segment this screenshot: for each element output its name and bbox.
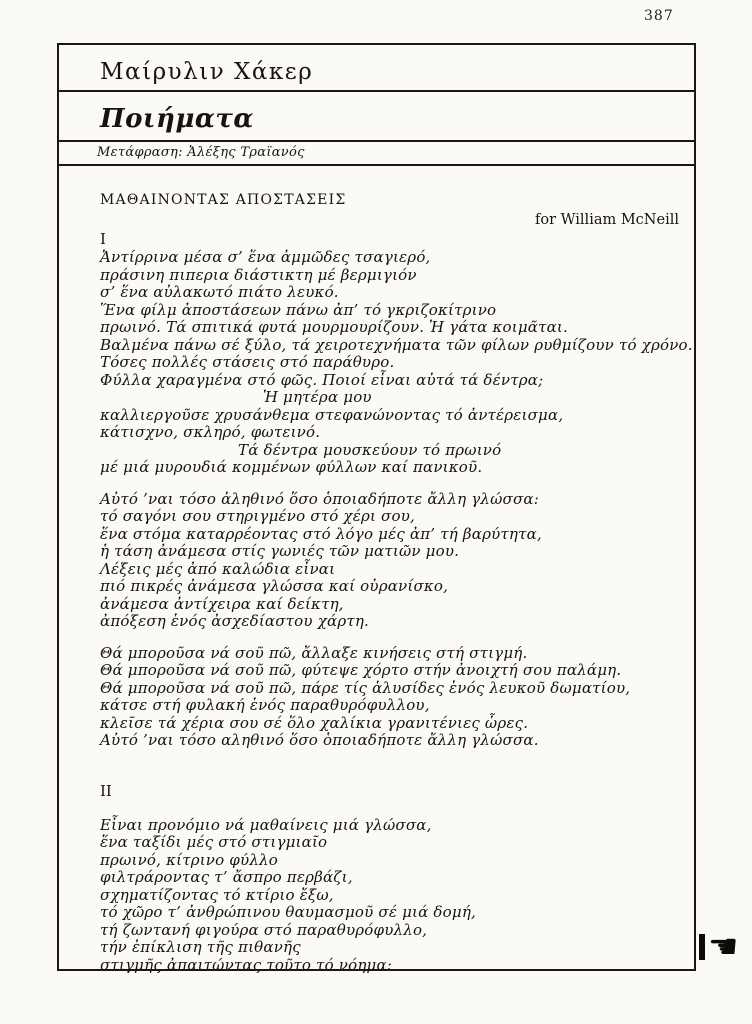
poem-line: φιλτράροντας τ’ ἄσπρο περβάζι, <box>100 868 353 886</box>
poem-line: Φύλλα χαραγμένα στό φῶς. Ποιοί εἶναι αὐτά τά δέντρα; <box>100 370 544 389</box>
poem-line: στιγμῆς ἀπαιτώντας τοῦτο τό νόημα: <box>100 955 393 974</box>
poem-line: κάτσε στή φυλακή ἑνός παραθυρόφυλλου, <box>100 696 430 714</box>
content-frame <box>57 43 696 974</box>
pointing-hand-icon <box>699 928 738 966</box>
author-header-row <box>59 45 694 92</box>
poem-line: πιό πικρές ἀνάμεσα γλώσσα καί οὐρανίσκο, <box>100 577 449 595</box>
poem-line: Ἡ μητέρα μου <box>263 388 372 406</box>
stanza-4 <box>100 817 679 975</box>
poem-line: Θά μποροῦσα νά σοῦ πῶ, ἄλλαξε κινήσεις στή στιγμή. <box>100 643 528 662</box>
section-numeral-2: II <box>100 781 112 800</box>
translator-credit: Μετάφραση: Ἀλέξης Τραϊανός <box>97 145 305 160</box>
poem-line: τό σαγόνι σου στηριγμένο στό χέρι σου, <box>100 507 415 525</box>
poem-line: Εἶναι προνόμιο νά μαθαίνεις μιά γλώσσα, <box>100 815 432 834</box>
work-title-row <box>59 92 694 142</box>
poem-line: σ’ ἕνα αὐλακωτό πιάτο λευκό. <box>100 283 339 301</box>
poem-dedication: for William McNeill <box>535 212 679 228</box>
poem-line: πράσινη πιπερια διάστικτη μέ βερμιγιόν <box>100 265 417 284</box>
poem-line: κάτισχνο, σκληρό, φωτεινό. <box>100 423 321 441</box>
poem-line: ἡ τάση ἀνάμεσα στίς γωνιές τῶν ματιῶν μου. <box>100 542 460 560</box>
poem-line: Θά μποροῦσα νά σοῦ πῶ, φύτεψε χόρτο στήν ἀνοιχτή σου παλάμη. <box>100 661 622 679</box>
poem-line: ἕνα στόμα καταρρέοντας στό λόγο μές ἀπ’ τή βαρύτητα, <box>100 524 542 543</box>
poem-line: σχηματίζοντας τό κτίριο ἔξω, <box>100 885 334 904</box>
poem-line: Ἕνα φίλμ ἀποστάσεων πάνω ἀπ’ τό γκριζοκίτρινο <box>100 300 497 319</box>
poem-line: μέ μιά μυρουδιά κομμένων φύλλων καί πανικοῦ. <box>100 458 483 476</box>
manicule-cuff <box>699 934 705 960</box>
poem-line: πρωινό. Τά σπιτικά φυτά μουρμουρίζουν. Ἡ γάτα κοιμᾶται. <box>100 318 568 336</box>
stanza-1 <box>100 248 693 477</box>
page-number: 387 <box>644 8 674 24</box>
author-name: Μαίρυλιν Χάκερ <box>100 59 314 85</box>
poem-line: Αὐτό ’ναι τόσο αληθινό ὅσο ὁποιαδήποτε ἄλλη γλώσσα. <box>100 731 539 749</box>
poem-line: πρωινό, κίτρινο φύλλο <box>100 850 278 869</box>
poem-line: Τόσες πολλές στάσεις στό παράθυρο. <box>100 353 395 371</box>
poem-line: Ἀντίρρινα μέσα σ’ ἕνα ἀμμῶδες τσαγιερό, <box>100 248 431 266</box>
left-pointing-hand-glyph: ☚ <box>708 927 739 967</box>
poem-line: ἀνάμεσα ἀντίχειρα καί δείκτη, <box>100 594 344 613</box>
poem-line: κλεῖσε τά χέρια σου σέ ὅλο χαλίκια γρανιτένιες ὧρες. <box>100 713 529 732</box>
poem-line: τήν ἐπίκλιση τῆς πιθανῆς <box>100 938 301 956</box>
section-numeral-1: I <box>100 230 106 248</box>
work-title: Ποιήματα <box>100 104 254 134</box>
poem-line: τή ζωντανή φιγούρα στό παραθυρόφυλλο, <box>100 920 428 939</box>
poem-line: Θά μποροῦσα νά σοῦ πῶ, πάρε τίς ἁλυσίδες ἑνός λευκοῦ δωματίου, <box>100 678 631 697</box>
poem-title: ΜΑΘΑΙΝΟΝΤΑΣ ΑΠΟΣΤΑΣΕΙΣ <box>100 192 347 208</box>
poem-line: καλλιεργοῦσε χρυσάνθεμα στεφανώνοντας τό ἀντέρεισμα, <box>100 405 564 424</box>
stanza-3 <box>100 645 679 750</box>
poem-line: Τά δέντρα μουσκεύουν τό πρωινό <box>238 440 502 459</box>
poem-line: τό χῶρο τ’ ἀνθρώπινου θαυμασμοῦ σέ μιά δομή, <box>100 903 476 921</box>
translator-row <box>59 142 694 166</box>
stanza-2 <box>100 491 679 631</box>
poem-line: Λέξεις μές ἀπό καλώδια εἶναι <box>100 559 336 578</box>
poem-line: ἕνα ταξίδι μές στό στιγμιαῖο <box>100 833 328 851</box>
poem-line: Αὐτό ’ναι τόσο ἀληθινό ὅσο ὁποιαδήποτε ἄλλη γλώσσα: <box>100 489 540 508</box>
poem-body <box>59 166 694 974</box>
poem-line: Βαλμένα πάνω σέ ξύλο, τά χειροτεχνήματα τῶν φίλων ρυθμίζουν τό χρόνο. <box>100 335 693 354</box>
poem-line: ἀπόξεση ἑνός ἀσχεδίαστου χάρτη. <box>100 612 369 630</box>
